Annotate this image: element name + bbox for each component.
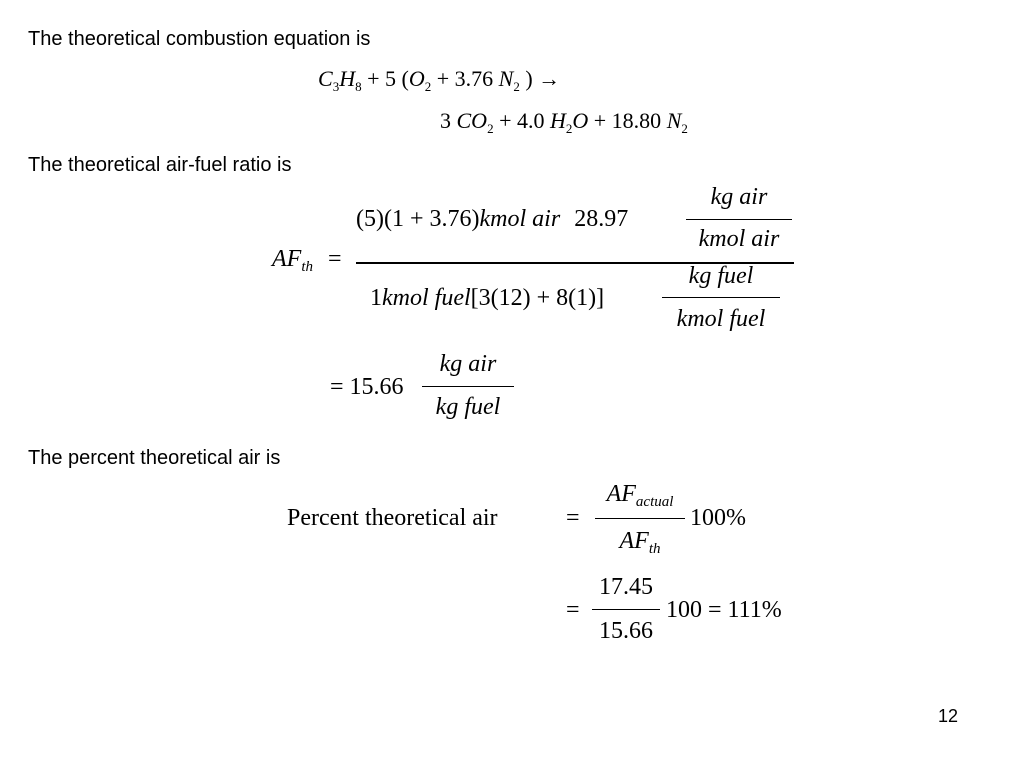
co2-coef: 3	[440, 108, 451, 133]
nitrogen: N	[498, 66, 514, 91]
pct-af-actual: AF	[606, 481, 636, 507]
plus-five: + 5 (	[367, 66, 409, 91]
pct-frac-top	[595, 481, 685, 508]
water-sub: 2	[565, 121, 573, 136]
fuel-sub2: 8	[355, 79, 362, 94]
af-num-moles: (5)(1 + 3.76)	[356, 206, 480, 232]
fuel-sub1: 3	[332, 79, 340, 94]
af-res-frac-top: kg air	[439, 351, 497, 377]
close-arrow: ) →	[525, 66, 561, 91]
pct-equals: =	[566, 505, 580, 531]
af-lhs	[272, 246, 313, 273]
pct-num-bot: 15.66	[599, 618, 653, 644]
fuel-h: H	[339, 66, 356, 91]
af-numerator	[356, 206, 628, 233]
pct-label: Percent theoretical air	[287, 505, 498, 531]
product-n2: N	[666, 108, 682, 133]
af-den-prefix: 1	[370, 285, 382, 311]
pct-sub-th: th	[648, 541, 661, 557]
af-molar-mass-air: 28.97	[574, 206, 629, 232]
af-num-frac-top: kg air	[710, 184, 768, 210]
af-result-value: 15.66	[349, 374, 404, 400]
af-res-frac-bot: kg fuel	[435, 394, 501, 420]
af-result-eq: =	[330, 374, 344, 400]
af-den-unit: kmol fuel	[382, 285, 471, 311]
product-n2-sub: 2	[681, 121, 688, 136]
af-num-frac-bot: kmol air	[698, 226, 780, 252]
af-den-frac-bot: kmol fuel	[676, 306, 766, 332]
oxygen: O	[408, 66, 425, 91]
af-symbol: AF	[272, 246, 302, 272]
page-number: 12	[938, 706, 959, 726]
af-num-unit: kmol air	[479, 206, 561, 232]
pct-result: = 111%	[708, 597, 782, 623]
plus-1880: + 18.80	[593, 108, 662, 133]
intro-combustion: The theoretical combustion equation is	[28, 28, 371, 50]
combustion-reactants	[318, 66, 560, 92]
pct-final	[666, 597, 782, 624]
nitrogen-sub: 2	[513, 79, 520, 94]
pct-num-top: 17.45	[599, 574, 653, 600]
pct-mult-100: 100	[666, 597, 702, 623]
pct-af-th: AF	[619, 528, 649, 554]
co2-sub: 2	[487, 121, 494, 136]
fuel-c: C	[318, 66, 333, 91]
plus-40: + 4.0	[499, 108, 545, 133]
pct-frac-bar	[595, 518, 685, 519]
pct-multiplier: 100%	[690, 505, 746, 531]
plus-376: + 3.76	[436, 66, 494, 91]
combustion-products	[440, 108, 688, 134]
co2: CO	[456, 108, 488, 133]
water-o: O	[572, 108, 589, 133]
af-equals: =	[328, 246, 342, 272]
af-result	[330, 374, 404, 401]
af-sub-th: th	[301, 259, 313, 275]
af-den-frac-top: kg fuel	[688, 263, 754, 289]
af-den-expr: [3(12) + 8(1)]	[470, 285, 605, 311]
intro-percent: The percent theoretical air is	[28, 447, 281, 469]
af-denominator	[370, 285, 604, 312]
pct-num-bar	[592, 609, 660, 610]
pct-equals-2: =	[566, 597, 580, 623]
af-den-frac-bar	[662, 297, 780, 298]
intro-airfuel: The theoretical air-fuel ratio is	[28, 154, 292, 176]
water-h: H	[549, 108, 566, 133]
pct-sub-actual: actual	[635, 494, 674, 510]
pct-frac-bot	[595, 528, 685, 555]
oxygen-sub: 2	[424, 79, 432, 94]
af-num-frac-bar	[686, 219, 792, 220]
af-res-frac-bar	[422, 386, 514, 387]
